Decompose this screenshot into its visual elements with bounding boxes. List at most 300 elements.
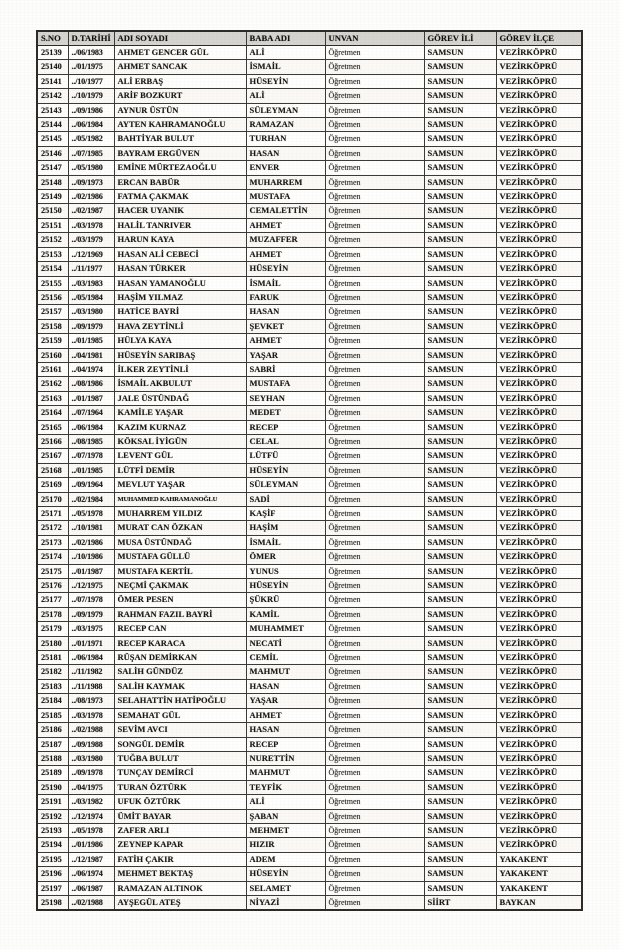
cell-baba: ŞABAN [246, 809, 325, 823]
cell-gorev-ili: SAMSUN [424, 636, 496, 650]
cell-gorev-ilce: VEZİRKÖPRÜ [496, 434, 582, 448]
cell-dtarihi: ../08/1985 [68, 434, 114, 448]
table-row [37, 46, 582, 60]
cell-unvan: Öğretmen [325, 118, 424, 132]
cell-unvan: Öğretmen [325, 434, 424, 448]
cell-dtarihi: ../09/1973 [68, 175, 114, 189]
cell-sno: 25155 [37, 276, 68, 290]
cell-sno: 25191 [37, 795, 68, 809]
cell-baba: YUNUS [246, 564, 325, 578]
cell-adi: AHMET GENCER GÜL [114, 46, 246, 60]
cell-unvan: Öğretmen [325, 622, 424, 636]
cell-gorev-ilce: VEZİRKÖPRÜ [496, 204, 582, 218]
cell-adi: MUSTAFA KERTİL [114, 564, 246, 578]
cell-dtarihi: ../01/1975 [68, 60, 114, 74]
cell-dtarihi: ../04/1974 [68, 362, 114, 376]
cell-gorev-ili: SAMSUN [424, 218, 496, 232]
table-row [37, 607, 582, 621]
cell-unvan: Öğretmen [325, 60, 424, 74]
cell-gorev-ilce: VEZİRKÖPRÜ [496, 766, 582, 780]
cell-sno: 25173 [37, 535, 68, 549]
cell-baba: İSMAİL [246, 535, 325, 549]
cell-gorev-ilce: VEZİRKÖPRÜ [496, 723, 582, 737]
cell-dtarihi: ../02/1986 [68, 535, 114, 549]
cell-sno: 25194 [37, 838, 68, 852]
cell-unvan: Öğretmen [325, 564, 424, 578]
cell-adi: LEVENT GÜL [114, 449, 246, 463]
personnel-table [36, 30, 583, 911]
table-row [37, 564, 582, 578]
table-row [37, 679, 582, 693]
cell-gorev-ilce: VEZİRKÖPRÜ [496, 795, 582, 809]
cell-unvan: Öğretmen [325, 190, 424, 204]
table-row [37, 247, 582, 261]
cell-gorev-ilce: VEZİRKÖPRÜ [496, 478, 582, 492]
cell-unvan: Öğretmen [325, 463, 424, 477]
cell-gorev-ilce: VEZİRKÖPRÜ [496, 521, 582, 535]
cell-baba: CEMİL [246, 651, 325, 665]
cell-gorev-ilce: VEZİRKÖPRÜ [496, 391, 582, 405]
table-row [37, 305, 582, 319]
cell-sno: 25161 [37, 362, 68, 376]
cell-dtarihi: ../10/1979 [68, 89, 114, 103]
cell-sno: 25163 [37, 391, 68, 405]
cell-baba: ALİ [246, 46, 325, 60]
cell-gorev-ili: SAMSUN [424, 651, 496, 665]
cell-unvan: Öğretmen [325, 132, 424, 146]
cell-dtarihi: ../09/1988 [68, 737, 114, 751]
cell-dtarihi: ../03/1979 [68, 233, 114, 247]
cell-sno: 25159 [37, 334, 68, 348]
cell-sno: 25153 [37, 247, 68, 261]
cell-sno: 25192 [37, 809, 68, 823]
cell-gorev-ili: SAMSUN [424, 809, 496, 823]
cell-unvan: Öğretmen [325, 895, 424, 910]
cell-unvan: Öğretmen [325, 391, 424, 405]
cell-unvan: Öğretmen [325, 74, 424, 88]
cell-gorev-ilce: VEZİRKÖPRÜ [496, 290, 582, 304]
table-row [37, 795, 582, 809]
column-header-gorev-ilce: GÖREV İLÇE [496, 31, 582, 46]
cell-dtarihi: ../01/1987 [68, 391, 114, 405]
cell-gorev-ili: SAMSUN [424, 449, 496, 463]
cell-adi: MUHARREM YILDIZ [114, 507, 246, 521]
cell-dtarihi: ../05/1980 [68, 161, 114, 175]
cell-sno: 25164 [37, 406, 68, 420]
cell-gorev-ili: SAMSUN [424, 74, 496, 88]
cell-dtarihi: ../03/1980 [68, 305, 114, 319]
cell-dtarihi: ../02/1988 [68, 895, 114, 910]
cell-adi: LÜTFİ DEMİR [114, 463, 246, 477]
cell-adi: HAŞİM YILMAZ [114, 290, 246, 304]
table-row [37, 377, 582, 391]
cell-baba: MUZAFFER [246, 233, 325, 247]
cell-unvan: Öğretmen [325, 809, 424, 823]
table-row [37, 406, 582, 420]
cell-dtarihi: ../12/1969 [68, 247, 114, 261]
cell-sno: 25145 [37, 132, 68, 146]
cell-dtarihi: ../06/1984 [68, 420, 114, 434]
cell-unvan: Öğretmen [325, 362, 424, 376]
cell-dtarihi: ../09/1986 [68, 103, 114, 117]
cell-sno: 25177 [37, 593, 68, 607]
cell-baba: HÜSEYİN [246, 867, 325, 881]
table-row [37, 521, 582, 535]
cell-dtarihi: ../03/1978 [68, 708, 114, 722]
cell-unvan: Öğretmen [325, 233, 424, 247]
cell-sno: 25148 [37, 175, 68, 189]
cell-baba: RECEP [246, 420, 325, 434]
cell-gorev-ili: SAMSUN [424, 276, 496, 290]
cell-adi: MURAT CAN ÖZKAN [114, 521, 246, 535]
cell-gorev-ili: SAMSUN [424, 521, 496, 535]
cell-gorev-ilce: VEZİRKÖPRÜ [496, 377, 582, 391]
cell-dtarihi: ../06/1984 [68, 118, 114, 132]
cell-baba: NURETTİN [246, 751, 325, 765]
cell-sno: 25147 [37, 161, 68, 175]
cell-gorev-ili: SAMSUN [424, 852, 496, 866]
cell-unvan: Öğretmen [325, 694, 424, 708]
cell-dtarihi: ../06/1983 [68, 46, 114, 60]
cell-gorev-ili: SAMSUN [424, 550, 496, 564]
table-row [37, 751, 582, 765]
cell-gorev-ilce: VEZİRKÖPRÜ [496, 535, 582, 549]
cell-gorev-ili: SAMSUN [424, 319, 496, 333]
cell-gorev-ili: SAMSUN [424, 233, 496, 247]
cell-adi: AHMET SANCAK [114, 60, 246, 74]
cell-gorev-ilce: VEZİRKÖPRÜ [496, 334, 582, 348]
cell-unvan: Öğretmen [325, 607, 424, 621]
cell-dtarihi: ../01/1986 [68, 838, 114, 852]
cell-dtarihi: ../08/1986 [68, 377, 114, 391]
cell-adi: MEVLUT YAŞAR [114, 478, 246, 492]
cell-adi: SALİH KAYMAK [114, 679, 246, 693]
cell-baba: YAŞAR [246, 348, 325, 362]
cell-gorev-ili: SAMSUN [424, 795, 496, 809]
cell-dtarihi: ../07/1978 [68, 593, 114, 607]
cell-gorev-ili: SAMSUN [424, 665, 496, 679]
cell-gorev-ilce: YAKAKENT [496, 881, 582, 895]
cell-adi: HARUN KAYA [114, 233, 246, 247]
cell-gorev-ilce: VEZİRKÖPRÜ [496, 751, 582, 765]
cell-gorev-ilce: VEZİRKÖPRÜ [496, 118, 582, 132]
table-row [37, 593, 582, 607]
cell-unvan: Öğretmen [325, 406, 424, 420]
cell-dtarihi: ../02/1984 [68, 492, 114, 506]
cell-adi: HÜLYA KAYA [114, 334, 246, 348]
table-row [37, 146, 582, 160]
cell-gorev-ilce: VEZİRKÖPRÜ [496, 679, 582, 693]
cell-gorev-ili: SAMSUN [424, 60, 496, 74]
cell-gorev-ili: SAMSUN [424, 823, 496, 837]
table-row [37, 823, 582, 837]
cell-dtarihi: ../06/1987 [68, 881, 114, 895]
cell-baba: ENVER [246, 161, 325, 175]
cell-gorev-ilce: VEZİRKÖPRÜ [496, 564, 582, 578]
cell-adi: HALİL TANRIVER [114, 218, 246, 232]
cell-unvan: Öğretmen [325, 247, 424, 261]
cell-adi: MUSTAFA GÜLLÜ [114, 550, 246, 564]
table-row [37, 449, 582, 463]
cell-gorev-ili: SAMSUN [424, 492, 496, 506]
cell-dtarihi: ../11/1982 [68, 665, 114, 679]
cell-gorev-ili: SAMSUN [424, 867, 496, 881]
cell-dtarihi: ../05/1982 [68, 132, 114, 146]
cell-baba: ALİ [246, 89, 325, 103]
cell-unvan: Öğretmen [325, 507, 424, 521]
cell-baba: HASAN [246, 679, 325, 693]
cell-adi: RECEP KARACA [114, 636, 246, 650]
cell-gorev-ili: SAMSUN [424, 262, 496, 276]
table-row [37, 334, 582, 348]
cell-gorev-ilce: VEZİRKÖPRÜ [496, 74, 582, 88]
cell-sno: 25175 [37, 564, 68, 578]
cell-adi: MUSA ÜSTÜNDAĞ [114, 535, 246, 549]
cell-gorev-ilce: VEZİRKÖPRÜ [496, 305, 582, 319]
table-row [37, 218, 582, 232]
cell-dtarihi: ../03/1983 [68, 276, 114, 290]
cell-adi: HACER UYANIK [114, 204, 246, 218]
cell-gorev-ilce: VEZİRKÖPRÜ [496, 362, 582, 376]
cell-adi: HASAN TÜRKER [114, 262, 246, 276]
table-row [37, 579, 582, 593]
cell-dtarihi: ../09/1964 [68, 478, 114, 492]
cell-unvan: Öğretmen [325, 175, 424, 189]
cell-sno: 25154 [37, 262, 68, 276]
table-row [37, 175, 582, 189]
cell-unvan: Öğretmen [325, 838, 424, 852]
cell-gorev-ili: SAMSUN [424, 334, 496, 348]
table-row [37, 463, 582, 477]
cell-baba: MEHMET [246, 823, 325, 837]
cell-sno: 25160 [37, 348, 68, 362]
cell-gorev-ilce: VEZİRKÖPRÜ [496, 593, 582, 607]
cell-baba: SABRİ [246, 362, 325, 376]
cell-baba: TEYFİK [246, 780, 325, 794]
cell-unvan: Öğretmen [325, 708, 424, 722]
cell-baba: ALİ [246, 795, 325, 809]
cell-baba: FARUK [246, 290, 325, 304]
cell-unvan: Öğretmen [325, 492, 424, 506]
cell-gorev-ili: SAMSUN [424, 564, 496, 578]
table-header-row [37, 31, 582, 46]
cell-adi: TUĞBA BULUT [114, 751, 246, 765]
cell-unvan: Öğretmen [325, 46, 424, 60]
table-row [37, 348, 582, 362]
table-row [37, 391, 582, 405]
cell-gorev-ilce: VEZİRKÖPRÜ [496, 276, 582, 290]
cell-unvan: Öğretmen [325, 262, 424, 276]
cell-gorev-ilce: VEZİRKÖPRÜ [496, 247, 582, 261]
cell-gorev-ilce: VEZİRKÖPRÜ [496, 463, 582, 477]
cell-baba: KAŞİF [246, 507, 325, 521]
cell-unvan: Öğretmen [325, 751, 424, 765]
cell-adi: KAZIM KURNAZ [114, 420, 246, 434]
cell-dtarihi: ../03/1978 [68, 218, 114, 232]
cell-gorev-ili: SAMSUN [424, 723, 496, 737]
cell-dtarihi: ../05/1978 [68, 823, 114, 837]
cell-sno: 25189 [37, 766, 68, 780]
cell-gorev-ilce: VEZİRKÖPRÜ [496, 420, 582, 434]
cell-unvan: Öğretmen [325, 579, 424, 593]
cell-gorev-ili: SAMSUN [424, 391, 496, 405]
table-row [37, 535, 582, 549]
cell-gorev-ilce: VEZİRKÖPRÜ [496, 780, 582, 794]
cell-gorev-ilce: VEZİRKÖPRÜ [496, 218, 582, 232]
cell-gorev-ili: SAMSUN [424, 622, 496, 636]
cell-sno: 25144 [37, 118, 68, 132]
cell-dtarihi: ../10/1981 [68, 521, 114, 535]
cell-adi: HASAN ALİ CEBECİ [114, 247, 246, 261]
cell-adi: FATMA ÇAKMAK [114, 190, 246, 204]
cell-gorev-ilce: VEZİRKÖPRÜ [496, 809, 582, 823]
cell-adi: TURAN ÖZTÜRK [114, 780, 246, 794]
table-row [37, 60, 582, 74]
cell-dtarihi: ../10/1977 [68, 74, 114, 88]
cell-dtarihi: ../01/1985 [68, 334, 114, 348]
cell-unvan: Öğretmen [325, 795, 424, 809]
cell-gorev-ili: SAMSUN [424, 737, 496, 751]
cell-gorev-ili: SAMSUN [424, 103, 496, 117]
cell-sno: 25139 [37, 46, 68, 60]
cell-unvan: Öğretmen [325, 276, 424, 290]
cell-baba: CEMALETTİN [246, 204, 325, 218]
cell-sno: 25140 [37, 60, 68, 74]
cell-unvan: Öğretmen [325, 305, 424, 319]
cell-adi: RÜŞAN DEMİRKAN [114, 651, 246, 665]
cell-dtarihi: ../01/1987 [68, 564, 114, 578]
cell-unvan: Öğretmen [325, 723, 424, 737]
cell-gorev-ilce: YAKAKENT [496, 867, 582, 881]
cell-baba: HÜSEYİN [246, 74, 325, 88]
cell-dtarihi: ../03/1982 [68, 795, 114, 809]
cell-adi: BAYRAM ERGÜVEN [114, 146, 246, 160]
cell-gorev-ili: SAMSUN [424, 146, 496, 160]
cell-adi: ERCAN BABÜR [114, 175, 246, 189]
cell-sno: 25146 [37, 146, 68, 160]
cell-sno: 25156 [37, 290, 68, 304]
cell-adi: ÖMER PESEN [114, 593, 246, 607]
cell-adi: AYŞEGÜL ATEŞ [114, 895, 246, 910]
cell-sno: 25157 [37, 305, 68, 319]
cell-baba: HASAN [246, 723, 325, 737]
cell-adi: ÜMİT BAYAR [114, 809, 246, 823]
cell-gorev-ili: SAMSUN [424, 190, 496, 204]
table-row [37, 290, 582, 304]
cell-dtarihi: ../06/1974 [68, 867, 114, 881]
cell-sno: 25167 [37, 449, 68, 463]
cell-adi: MUHAMMED KAHRAMANOĞLU [114, 492, 246, 506]
cell-unvan: Öğretmen [325, 766, 424, 780]
cell-baba: AHMET [246, 247, 325, 261]
cell-adi: EMİNE MÜRTEZAOĞLU [114, 161, 246, 175]
cell-gorev-ilce: VEZİRKÖPRÜ [496, 46, 582, 60]
cell-baba: SADİ [246, 492, 325, 506]
cell-baba: LÜTFÜ [246, 449, 325, 463]
cell-adi: HASAN YAMANOĞLU [114, 276, 246, 290]
cell-baba: RECEP [246, 737, 325, 751]
table-row [37, 737, 582, 751]
cell-unvan: Öğretmen [325, 823, 424, 837]
table-row [37, 362, 582, 376]
table-row [37, 74, 582, 88]
cell-sno: 25162 [37, 377, 68, 391]
cell-gorev-ili: SAMSUN [424, 708, 496, 722]
cell-gorev-ili: SAMSUN [424, 694, 496, 708]
cell-adi: RAHMAN FAZIL BAYRİ [114, 607, 246, 621]
cell-dtarihi: ../07/1985 [68, 146, 114, 160]
cell-unvan: Öğretmen [325, 550, 424, 564]
cell-gorev-ilce: VEZİRKÖPRÜ [496, 665, 582, 679]
cell-sno: 25169 [37, 478, 68, 492]
cell-baba: HASAN [246, 305, 325, 319]
cell-gorev-ili: SAMSUN [424, 679, 496, 693]
cell-sno: 25171 [37, 507, 68, 521]
cell-gorev-ili: SİİRT [424, 895, 496, 910]
cell-gorev-ili: SAMSUN [424, 766, 496, 780]
cell-unvan: Öğretmen [325, 535, 424, 549]
cell-sno: 25176 [37, 579, 68, 593]
cell-baba: HIZIR [246, 838, 325, 852]
cell-adi: JALE ÜSTÜNDAĞ [114, 391, 246, 405]
cell-dtarihi: ../08/1973 [68, 694, 114, 708]
table-row [37, 103, 582, 117]
cell-gorev-ilce: VEZİRKÖPRÜ [496, 406, 582, 420]
cell-baba: İSMAİL [246, 276, 325, 290]
cell-dtarihi: ../09/1978 [68, 766, 114, 780]
cell-sno: 25188 [37, 751, 68, 765]
cell-gorev-ilce: VEZİRKÖPRÜ [496, 737, 582, 751]
cell-sno: 25185 [37, 708, 68, 722]
table-row [37, 118, 582, 132]
cell-baba: SÜLEYMAN [246, 103, 325, 117]
cell-baba: AHMET [246, 218, 325, 232]
cell-gorev-ili: SAMSUN [424, 838, 496, 852]
cell-gorev-ili: SAMSUN [424, 434, 496, 448]
cell-dtarihi: ../04/1975 [68, 780, 114, 794]
cell-gorev-ilce: VEZİRKÖPRÜ [496, 103, 582, 117]
table-row [37, 492, 582, 506]
cell-sno: 25196 [37, 867, 68, 881]
cell-gorev-ili: SAMSUN [424, 507, 496, 521]
table-row [37, 766, 582, 780]
cell-gorev-ilce: VEZİRKÖPRÜ [496, 823, 582, 837]
cell-unvan: Öğretmen [325, 204, 424, 218]
cell-gorev-ilce: VEZİRKÖPRÜ [496, 579, 582, 593]
cell-gorev-ilce: VEZİRKÖPRÜ [496, 636, 582, 650]
cell-unvan: Öğretmen [325, 290, 424, 304]
cell-baba: SEYHAN [246, 391, 325, 405]
cell-sno: 25183 [37, 679, 68, 693]
cell-dtarihi: ../10/1986 [68, 550, 114, 564]
cell-adi: NEÇMİ ÇAKMAK [114, 579, 246, 593]
cell-gorev-ilce: VEZİRKÖPRÜ [496, 651, 582, 665]
cell-sno: 25190 [37, 780, 68, 794]
table-row [37, 651, 582, 665]
cell-baba: ŞÜKRÜ [246, 593, 325, 607]
cell-unvan: Öğretmen [325, 636, 424, 650]
table-row [37, 708, 582, 722]
cell-unvan: Öğretmen [325, 737, 424, 751]
cell-baba: MUHAMMET [246, 622, 325, 636]
cell-baba: MUSTAFA [246, 190, 325, 204]
table-row [37, 319, 582, 333]
cell-adi: İLKER ZEYTİNLİ [114, 362, 246, 376]
cell-adi: ZEYNEP KAPAR [114, 838, 246, 852]
cell-baba: HÜSEYİN [246, 579, 325, 593]
table-row [37, 276, 582, 290]
cell-gorev-ili: SAMSUN [424, 420, 496, 434]
